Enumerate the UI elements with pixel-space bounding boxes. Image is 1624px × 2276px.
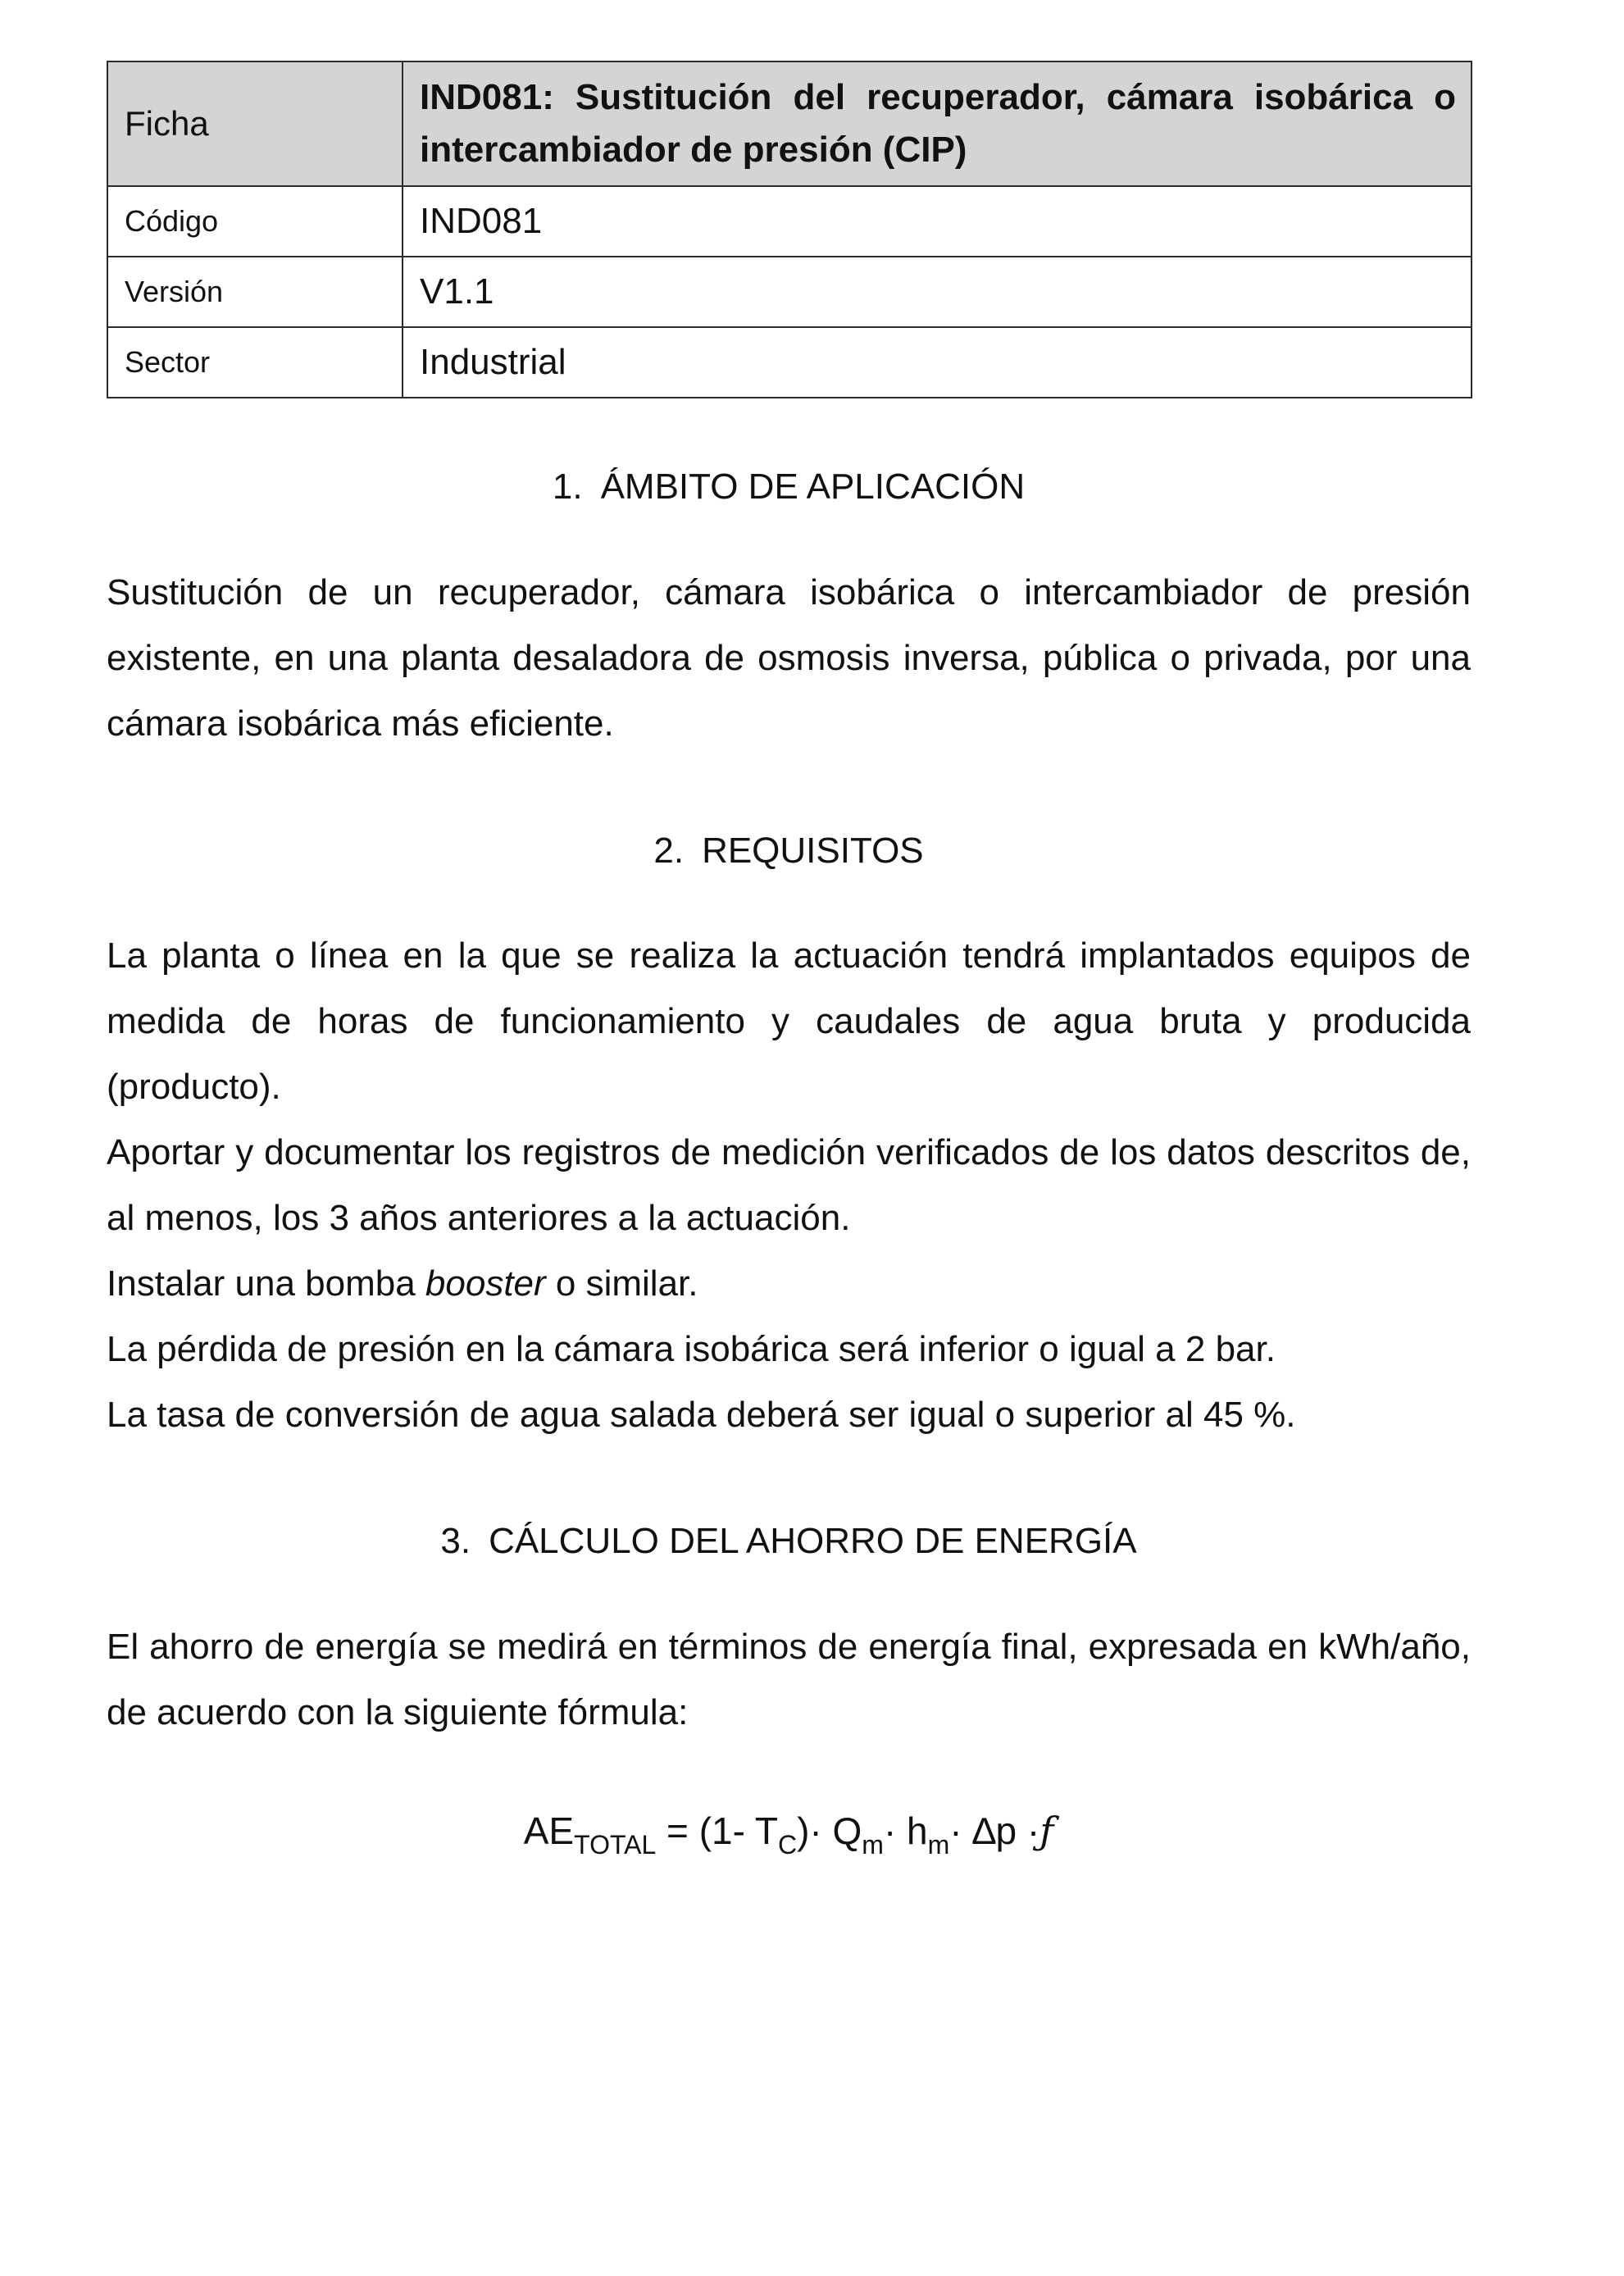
- requirement-1: La planta o línea en la que se realiza la actuación tendrá implantados equipos de medida de horas de funcionamiento y caudales de agua bruta y producida (producto).: [107, 935, 1471, 1107]
- section-2-heading: [107, 826, 1471, 876]
- energy-savings-formula: [107, 1802, 1471, 1859]
- requirement-4: La pérdida de presión en la cámara isobárica será inferior o igual a 2 bar.: [107, 1329, 1276, 1369]
- ficha-title-row: [107, 61, 1472, 186]
- section-2-number: 2.: [653, 831, 685, 871]
- requirement-3-italic: booster: [425, 1263, 546, 1304]
- formula-q-subscript: m: [862, 1830, 884, 1859]
- section-1-heading: [107, 462, 1471, 512]
- formula-part-3: · h: [883, 1809, 928, 1852]
- formula-part-2: )· Q: [797, 1809, 862, 1852]
- ficha-title: IND081: Sustitución del recuperador, cámara isobárica o intercambiador de presión (CIP): [403, 61, 1472, 186]
- sector-label: Sector: [107, 327, 403, 398]
- codigo-label: Código: [107, 186, 403, 257]
- requirement-3-text-a: Instalar una bomba: [107, 1263, 425, 1304]
- formula-h-subscript: m: [927, 1830, 950, 1859]
- requirement-3: [107, 1251, 1471, 1317]
- formula-f-factor: ƒ: [1039, 1809, 1054, 1853]
- section-1-number: 1.: [552, 467, 583, 507]
- section-2-title: REQUISITOS: [702, 831, 924, 871]
- section-1-title: ÁMBITO DE APLICACIÓN: [600, 467, 1026, 507]
- requirement-3-text-b: o similar.: [545, 1263, 698, 1304]
- table-row: [107, 257, 1472, 327]
- version-label: Versión: [107, 257, 403, 327]
- ficha-label: Ficha: [107, 61, 403, 186]
- section-1-paragraph: Sustitución de un recuperador, cámara isobárica o intercambiador de presión existente, en una planta desaladora de osmosis inversa, pública o privada, por una cámara isobárica más eficiente.: [107, 572, 1471, 744]
- sector-value: Industrial: [403, 327, 1472, 398]
- table-row: [107, 327, 1472, 398]
- requirement-2: Aportar y documentar los registros de medición verificados de los datos descritos de, al menos, los 3 años anteriores a la actuación.: [107, 1132, 1471, 1238]
- codigo-value: IND081: [403, 186, 1472, 257]
- formula-part-4: · ∆p ·: [949, 1809, 1040, 1852]
- version-value: V1.1: [403, 257, 1472, 327]
- formula-lhs-subscript: TOTAL: [574, 1830, 657, 1859]
- section-3-number: 3.: [440, 1521, 471, 1561]
- formula-part-1: = (1- T: [656, 1809, 778, 1852]
- table-row: [107, 186, 1472, 257]
- section-3-paragraph: El ahorro de energía se medirá en términos de energía final, expresada en kWh/año, de acuerdo con la siguiente fórmula:: [107, 1627, 1471, 1732]
- requirement-5: La tasa de conversión de agua salada deberá ser igual o superior al 45 %.: [107, 1395, 1296, 1435]
- section-3-heading: [107, 1517, 1471, 1566]
- ficha-table: [107, 61, 1472, 398]
- formula-tc-subscript: C: [777, 1830, 798, 1859]
- section-3-title: CÁLCULO DEL AHORRO DE ENERGÍA: [489, 1521, 1137, 1561]
- formula-lhs: AE: [523, 1809, 575, 1852]
